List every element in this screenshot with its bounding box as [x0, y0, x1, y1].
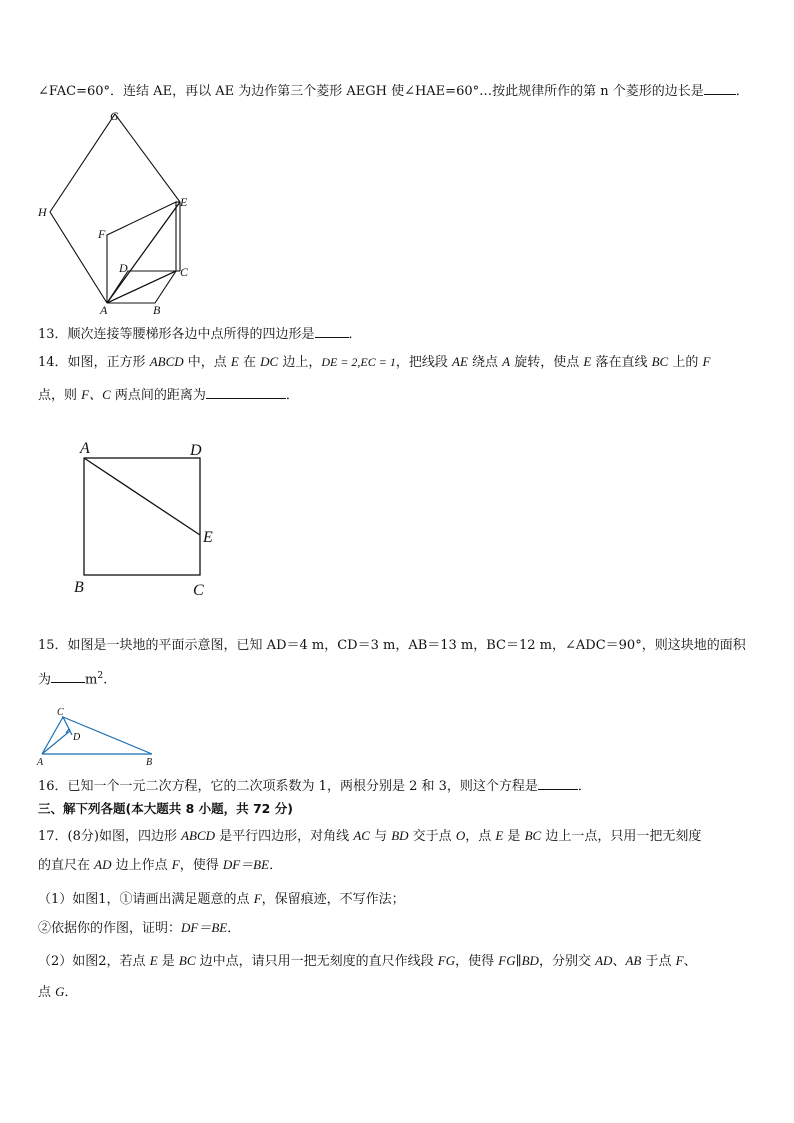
q15-line1	[38, 636, 746, 656]
q14-condition: DE = 2,EC = 1	[321, 355, 396, 369]
q12-text	[38, 80, 749, 102]
q14-t1: 14．如图，正方形	[38, 355, 150, 370]
q15-answer-blank[interactable]	[51, 668, 85, 683]
label-g: G	[110, 109, 119, 123]
q17-t17: 是	[157, 954, 179, 969]
q17-t20: ，分别交	[538, 954, 596, 969]
q17-e: E	[495, 828, 504, 843]
q17-t13: ，保留痕迹，不写作法；	[261, 892, 405, 907]
q17-eq2: DF＝BE	[181, 920, 228, 935]
q16-text-suffix: ．	[577, 779, 591, 794]
q15-unit: m	[85, 672, 98, 688]
q14-t6: 绕点	[467, 355, 503, 370]
q17-line3	[38, 889, 405, 910]
q14-dc: DC	[260, 354, 279, 369]
q14-bc: BC	[651, 354, 669, 369]
q17-t8: 的直尺在	[38, 858, 95, 873]
square-abcd	[84, 458, 200, 575]
q17-t11: ．	[269, 858, 283, 873]
q14-ae: AE	[452, 354, 468, 369]
q17-o: O	[455, 828, 466, 843]
q14-line2	[38, 384, 299, 406]
q13-text-prefix: 13．顺次连接等腰梯形各边中点所得的四边形是	[38, 327, 315, 342]
label-b: B	[146, 757, 153, 767]
q15-plot-figure	[34, 703, 160, 767]
q14-fc: F、C	[81, 387, 111, 402]
label-e: E	[180, 195, 188, 209]
q17-line1	[38, 826, 701, 847]
q13-text-suffix: ．	[348, 327, 362, 342]
q17-t23: 、	[683, 954, 697, 969]
q17-t14: ②依据你的作图，证明：	[38, 921, 182, 936]
section-heading: 三、解下列各题(本大题共 8 小题，共 72 分)	[38, 801, 293, 816]
q17-t7: 边上一点，只用一把无刻度	[541, 829, 702, 844]
segment-ae	[84, 458, 200, 535]
q13-answer-blank[interactable]	[315, 323, 349, 338]
q13-text	[38, 323, 362, 345]
q17-bd: BD	[391, 828, 409, 843]
q16-answer-blank[interactable]	[538, 775, 578, 790]
q17-t2: 是平行四边形，对角线	[215, 829, 354, 844]
q14-f: F	[702, 354, 711, 369]
q17-g: G	[55, 984, 65, 999]
label-a: A	[100, 303, 108, 316]
q17-ac: AC	[353, 828, 370, 843]
label-b: B	[153, 303, 161, 316]
q17-ab: AB	[625, 953, 642, 968]
diagonal-ac	[42, 717, 63, 754]
q12-rhombus-figure	[34, 104, 204, 316]
q17-fg: FG	[437, 953, 456, 968]
label-a: A	[37, 757, 44, 767]
q15-line2	[38, 666, 107, 690]
q17-t3: 与	[369, 829, 392, 844]
q16-text	[38, 775, 591, 797]
q14-e2: E	[583, 354, 592, 369]
q14-t5: ，把线段	[395, 355, 452, 370]
label-d: D	[73, 732, 81, 743]
q14-t4: 边上，	[278, 355, 322, 370]
q17-ad: AD	[94, 857, 112, 872]
plot-outline	[42, 717, 152, 754]
q17-t25: ．	[64, 985, 78, 1000]
q15-t1: 为	[38, 672, 52, 688]
label-h: H	[38, 205, 47, 219]
label-b: B	[74, 579, 84, 596]
q17-t19: ，使得	[455, 954, 499, 969]
label-c: C	[57, 707, 64, 718]
q17-t18: 边中点，请只用一把无刻度的直尺作线段	[195, 954, 438, 969]
rhombus-aegh	[50, 114, 180, 303]
label-e: E	[203, 529, 213, 546]
q14-t3: 在	[238, 355, 261, 370]
q17-t12: （1）如图1，①请画出满足题意的点	[38, 892, 254, 907]
q17-line2	[38, 855, 282, 876]
q17-e2: E	[149, 953, 158, 968]
q14-t9: 上的	[668, 355, 703, 370]
q14-line1	[38, 352, 710, 373]
q14-e: E	[230, 354, 239, 369]
label-d: D	[119, 261, 128, 275]
label-c: C	[180, 265, 189, 279]
q17-t6: 是	[503, 829, 525, 844]
q14-t11: 两点间的距离为	[110, 388, 206, 403]
q17-line4	[38, 918, 240, 939]
q17-ad2: AD	[595, 953, 613, 968]
q17-line5	[38, 951, 697, 972]
q15-text: 15．如图是一块地的平面示意图，已知 AD＝4 m，CD＝3 m，AB＝13 m，BC＝12 m，∠ADC＝90°，则这块地的面积	[38, 638, 746, 653]
q14-answer-blank[interactable]	[206, 384, 286, 399]
q17-f: F	[171, 857, 180, 872]
q14-abcd: ABCD	[149, 354, 184, 369]
q17-bc: BC	[524, 828, 542, 843]
q12-text-prefix: ∠FAC=60°．连结 AE，再以 AE 为边作第三个菱形 AEGH 使∠HAE=60°…按此规律所作的第 n 个菱形的边长是	[38, 84, 704, 99]
q17-f2: F	[253, 891, 262, 906]
q14-square-figure	[70, 436, 220, 600]
q12-answer-blank[interactable]	[704, 80, 736, 95]
q15-t2: .	[103, 672, 108, 688]
q17-t16: （2）如图2，若点	[38, 954, 150, 969]
q14-t12: ．	[285, 388, 299, 403]
q14-t7: 旋转，使点	[510, 355, 584, 370]
q16-text-prefix: 16．已知一个一元二次方程，它的二次项系数为 1，两根分别是 2 和 3，则这个方程是	[38, 779, 538, 794]
label-a: A	[80, 440, 90, 457]
q14-t10: 点，则	[38, 388, 82, 403]
q17-bc2: BC	[178, 953, 196, 968]
q14-a: A	[502, 354, 511, 369]
q15-unit-sup: 2	[97, 671, 104, 681]
q17-f3: F	[675, 953, 684, 968]
q17-t21: 、	[612, 954, 626, 969]
q17-t22: 于点	[641, 954, 676, 969]
label-c: C	[193, 582, 204, 599]
q17-t15: ．	[227, 921, 241, 936]
q17-t1: 17．(8分)如图，四边形	[38, 829, 182, 844]
q17-t10: ，使得	[179, 858, 223, 873]
label-d: D	[190, 442, 202, 459]
q14-t8: 落在直线	[591, 355, 652, 370]
label-f: F	[98, 227, 106, 241]
q17-line6	[38, 982, 78, 1003]
q17-t5: ，点	[465, 829, 496, 844]
q17-t24: 点	[38, 985, 56, 1000]
q17-eq: DF＝BE	[222, 857, 270, 872]
q12-text-suffix: ．	[735, 84, 749, 99]
q17-t9: 边上作点	[111, 858, 172, 873]
q17-parallel: FG∥BD	[498, 953, 539, 968]
q17-abcd: ABCD	[181, 828, 216, 843]
q17-t4: 交于点	[408, 829, 456, 844]
q14-t2: 中，点	[183, 355, 231, 370]
